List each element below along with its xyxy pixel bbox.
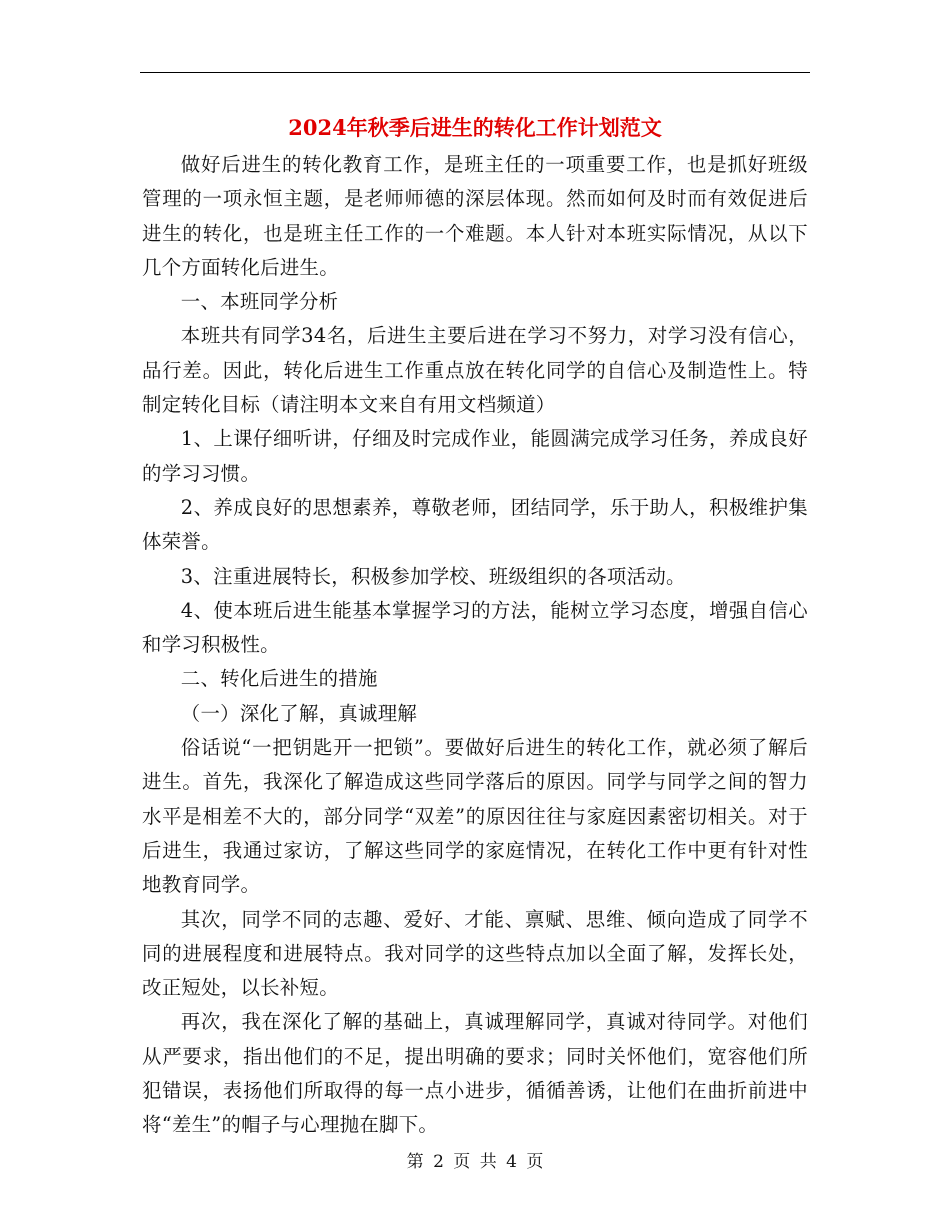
document-body — [142, 148, 808, 1143]
paragraph-class-analysis: 本班共有同学34名，后进生主要后进在学习不努力，对学习没有信心，品行差。因此，转化后进生工作重点放在转化同学的自信心及制造性上。特制定转化目标（请注明本文来自有用文档频道） — [142, 324, 808, 417]
page-number-footer: 第 2 页 共 4 页 — [406, 1152, 544, 1172]
goal-item-1: 1、上课仔细听讲，仔细及时完成作业，能圆满完成学习任务，养成良好的学习习惯。 — [142, 427, 808, 485]
goal-item-3: 3、注重进展特长，积极参加学校、班级组织的各项活动。 — [180, 564, 686, 588]
goal-item-2: 2、养成良好的思想素养，尊敬老师，团结同学，乐于助人，积极维护集体荣誉。 — [142, 495, 808, 554]
paragraph-understanding: 俗话说“一把钥匙开一把锁”。要做好后进生的转化工作，就必须了解后进生。首先，我深化了解造成这些同学落后的原因。同学与同学之间的智力水平是相差不大的，部分同学“双差”的原因往往与家庭因素密切相关。对于后进生，我通过家访，了解这些同学的家庭情况，在转化工作中更有针对性地教育同学。 — [142, 736, 808, 897]
paragraph-intro: 做好后进生的转化教育工作，是班主任的一项重要工作，也是抓好班级管理的一项永恒主题，是老师师德的深层体现。然而如何及时而有效促进后进生的转化，也是班主任工作的一个难题。本人针对本班实际情况，从以下几个方面转化后进生。 — [142, 153, 808, 279]
paragraph-thirdly: 再次，我在深化了解的基础上，真诚理解同学，真诚对待同学。对他们从严要求，指出他们的不足，提出明确的要求；同时关怀他们，宽容他们所犯错误，表扬他们所取得的每一点小进步，循循善诱，让他们在曲折前进中将“差生”的帽子与心理抛在脚下。 — [142, 1010, 808, 1137]
subsection-heading-1: （一）深化了解，真诚理解 — [180, 701, 418, 725]
paragraph-secondly: 其次，同学不同的志趣、爱好、才能、禀赋、思维、倾向造成了同学不同的进展程度和进展特点。我对同学的这些特点加以全面了解，发挥长处，改正短处，以长补短。 — [142, 907, 808, 1000]
goal-item-4: 4、使本班后进生能基本掌握学习的方法，能树立学习态度，增强自信心和学习积极性。 — [142, 598, 808, 657]
section-heading-2: 二、转化后进生的措施 — [180, 667, 378, 691]
header-rule — [140, 72, 810, 73]
section-heading-1: 一、本班同学分析 — [180, 290, 339, 314]
document-title: 2024年秋季后进生的转化工作计划范文 — [288, 115, 662, 140]
